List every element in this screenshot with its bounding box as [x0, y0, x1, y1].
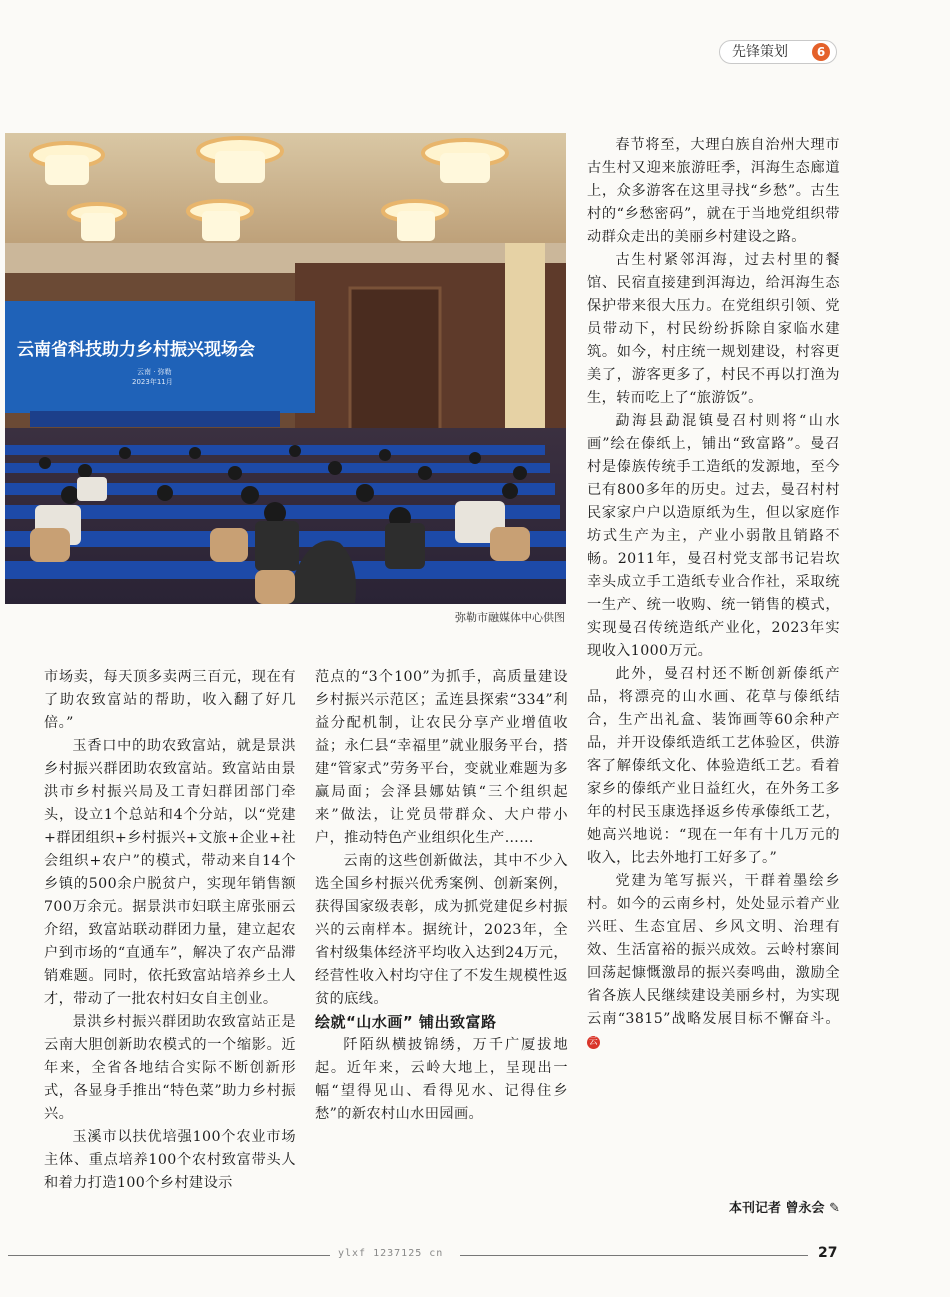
footer-rule-left [8, 1255, 330, 1256]
banner-title: 云南省科技助力乡村振兴现场会 [17, 340, 255, 360]
byline-role: 本刊记者 [729, 1201, 782, 1216]
paragraph: 勐海县勐混镇曼召村则将“山水画”绘在傣纸上，铺出“致富路”。曼召村是傣族传统手工造纸的发源地，至今已有800多年的历史。过去，曼召村村民家家户户以造原纸为生，但以家庭作坊式生产为主，产业小弱散且销路不畅。2011年，曼召村党支部书记岩坎幸头成立手工造纸专业合作社，采取统一生产、统一收购、统一销售的模式，实现曼召传统造纸产业化，2023年实现收入1000万元。 [587, 413, 840, 659]
end-mark-icon: 云 [588, 1036, 599, 1047]
banner-subtitle-2: 2023年11月 [132, 378, 173, 386]
text-column-2 [315, 666, 568, 1126]
paragraph: 玉香口中的助农致富站，就是景洪乡村振兴群团助农致富站。致富站由景洪市乡村振兴局及工青妇群团部门牵头，设立1个总站和4个分站，以“党建+群团组织+乡村振兴+文旅+企业+社会组织+农户”的模式，带动来自14个乡镇的500余户脱贫户，实现年销售额700万余元。据景洪市妇联主席张丽云介绍，致富站联动群团力量，建立起农户到市场的“直通车”，解决了农产品滞销难题。同时，依托致富站培养乡土人才，带动了一批农村妇女自主创业。 [44, 738, 296, 1007]
paragraph: 此外，曼召村还不断创新傣纸产品，将漂亮的山水画、花草与傣纸结合，生产出礼盒、装饰画等60余种产品，并开设傣纸造纸工艺体验区，供游客了解傣纸文化、体验造纸工艺。看着家乡的傣纸产业日益红火，在外务工多年的村民玉康选择返乡传承傣纸工艺，她高兴地说：“现在一年有十几万元的收入，比去外地打工好多了。” [587, 666, 840, 866]
paragraph: 玉溪市以扶优培强100个农业市场主体、重点培养100个农村致富带头人和着力打造100个乡村建设示 [44, 1129, 296, 1191]
page-number: 27 [818, 1245, 838, 1261]
pen-icon: ✎ [829, 1201, 840, 1216]
footer-code: ylxf 1237125 cn [338, 1248, 444, 1259]
paragraph: 云南的这些创新做法，其中不少入选全国乡村振兴优秀案例、创新案例，获得国家级表彰，成为抓党建促乡村振兴的云南样本。据统计，2023年，全省村级集体经济平均收入达到24万元，经营性收入村均守住了不发生规模性返贫的底线。 [315, 853, 568, 1007]
section-tag-label: 先锋策划 [732, 44, 788, 60]
text-column-3 [587, 134, 840, 1054]
magazine-logo-icon: 6 [812, 43, 830, 61]
final-paragraph-text: 党建为笔写振兴，干群着墨绘乡村。如今的云南乡村，处处显示着产业兴旺、生态宜居、乡风文明、治理有效、生活富裕的振兴成效。云岭村寨间回荡起慷慨激昂的振兴奏鸣曲，激励全省各族人民继续建设美丽乡村，为实现云南“3815”战略发展目标不懈奋斗。 [587, 873, 840, 1027]
photo-caption: 弥勒市融媒体中心供图 [455, 611, 565, 624]
paragraph: 市场卖，每天顶多卖两三百元，现在有了助农致富站的帮助，收入翻了好几倍。” [44, 669, 296, 731]
text-column-1 [44, 666, 296, 1195]
paragraph: 范点的“3个100”为抓手，高质量建设乡村振兴示范区；孟连县探索“334”利益分配机制，让农民分享产业增值收益；永仁县“幸福里”就业服务平台，搭建“管家式”劳务平台，变就业难题为多赢局面；会泽县娜姑镇“三个组织起来”做法，让党员带群众、大户带小户，推动特色产业组织化生产…… [315, 669, 568, 846]
paragraph: 景洪乡村振兴群团助农致富站正是云南大胆创新助农模式的一个缩影。近年来，全省各地结合实际不断创新形式，各显身手推出“特色菜”助力乡村振兴。 [44, 1014, 296, 1122]
paragraph: 春节将至，大理白族自治州大理市古生村又迎来旅游旺季，洱海生态廊道上，众多游客在这里寻找“乡愁”。古生村的“乡愁密码”，就在于当地党组织带动群众走出的美丽乡村建设之路。 [587, 137, 840, 245]
section-tag [719, 40, 837, 64]
paragraph [587, 870, 840, 1054]
byline-name: 曾永会 [785, 1201, 825, 1216]
footer-rule-right [460, 1255, 808, 1256]
paragraph: 阡陌纵横披锦绣，万千广厦拔地起。近年来，云岭大地上，呈现出一幅“望得见山、看得见水、记得住乡愁”的新农村山水田园画。 [315, 1037, 568, 1122]
banner-subtitle-1: 云南 · 弥勒 [137, 368, 172, 376]
byline [650, 1197, 840, 1216]
paragraph: 古生村紧邻洱海，过去村里的餐馆、民宿直接建到洱海边，给洱海生态保护带来很大压力。在党组织引领、党员带动下，村民纷纷拆除自家临水建筑。如今，村庄统一规划建设，村容更美了，游客更多了，村民不再以打渔为生，转而吃上了“旅游饭”。 [587, 252, 840, 406]
conference-photo [5, 133, 566, 604]
section-heading: 绘就“山水画” 铺出致富路 [315, 1013, 497, 1031]
